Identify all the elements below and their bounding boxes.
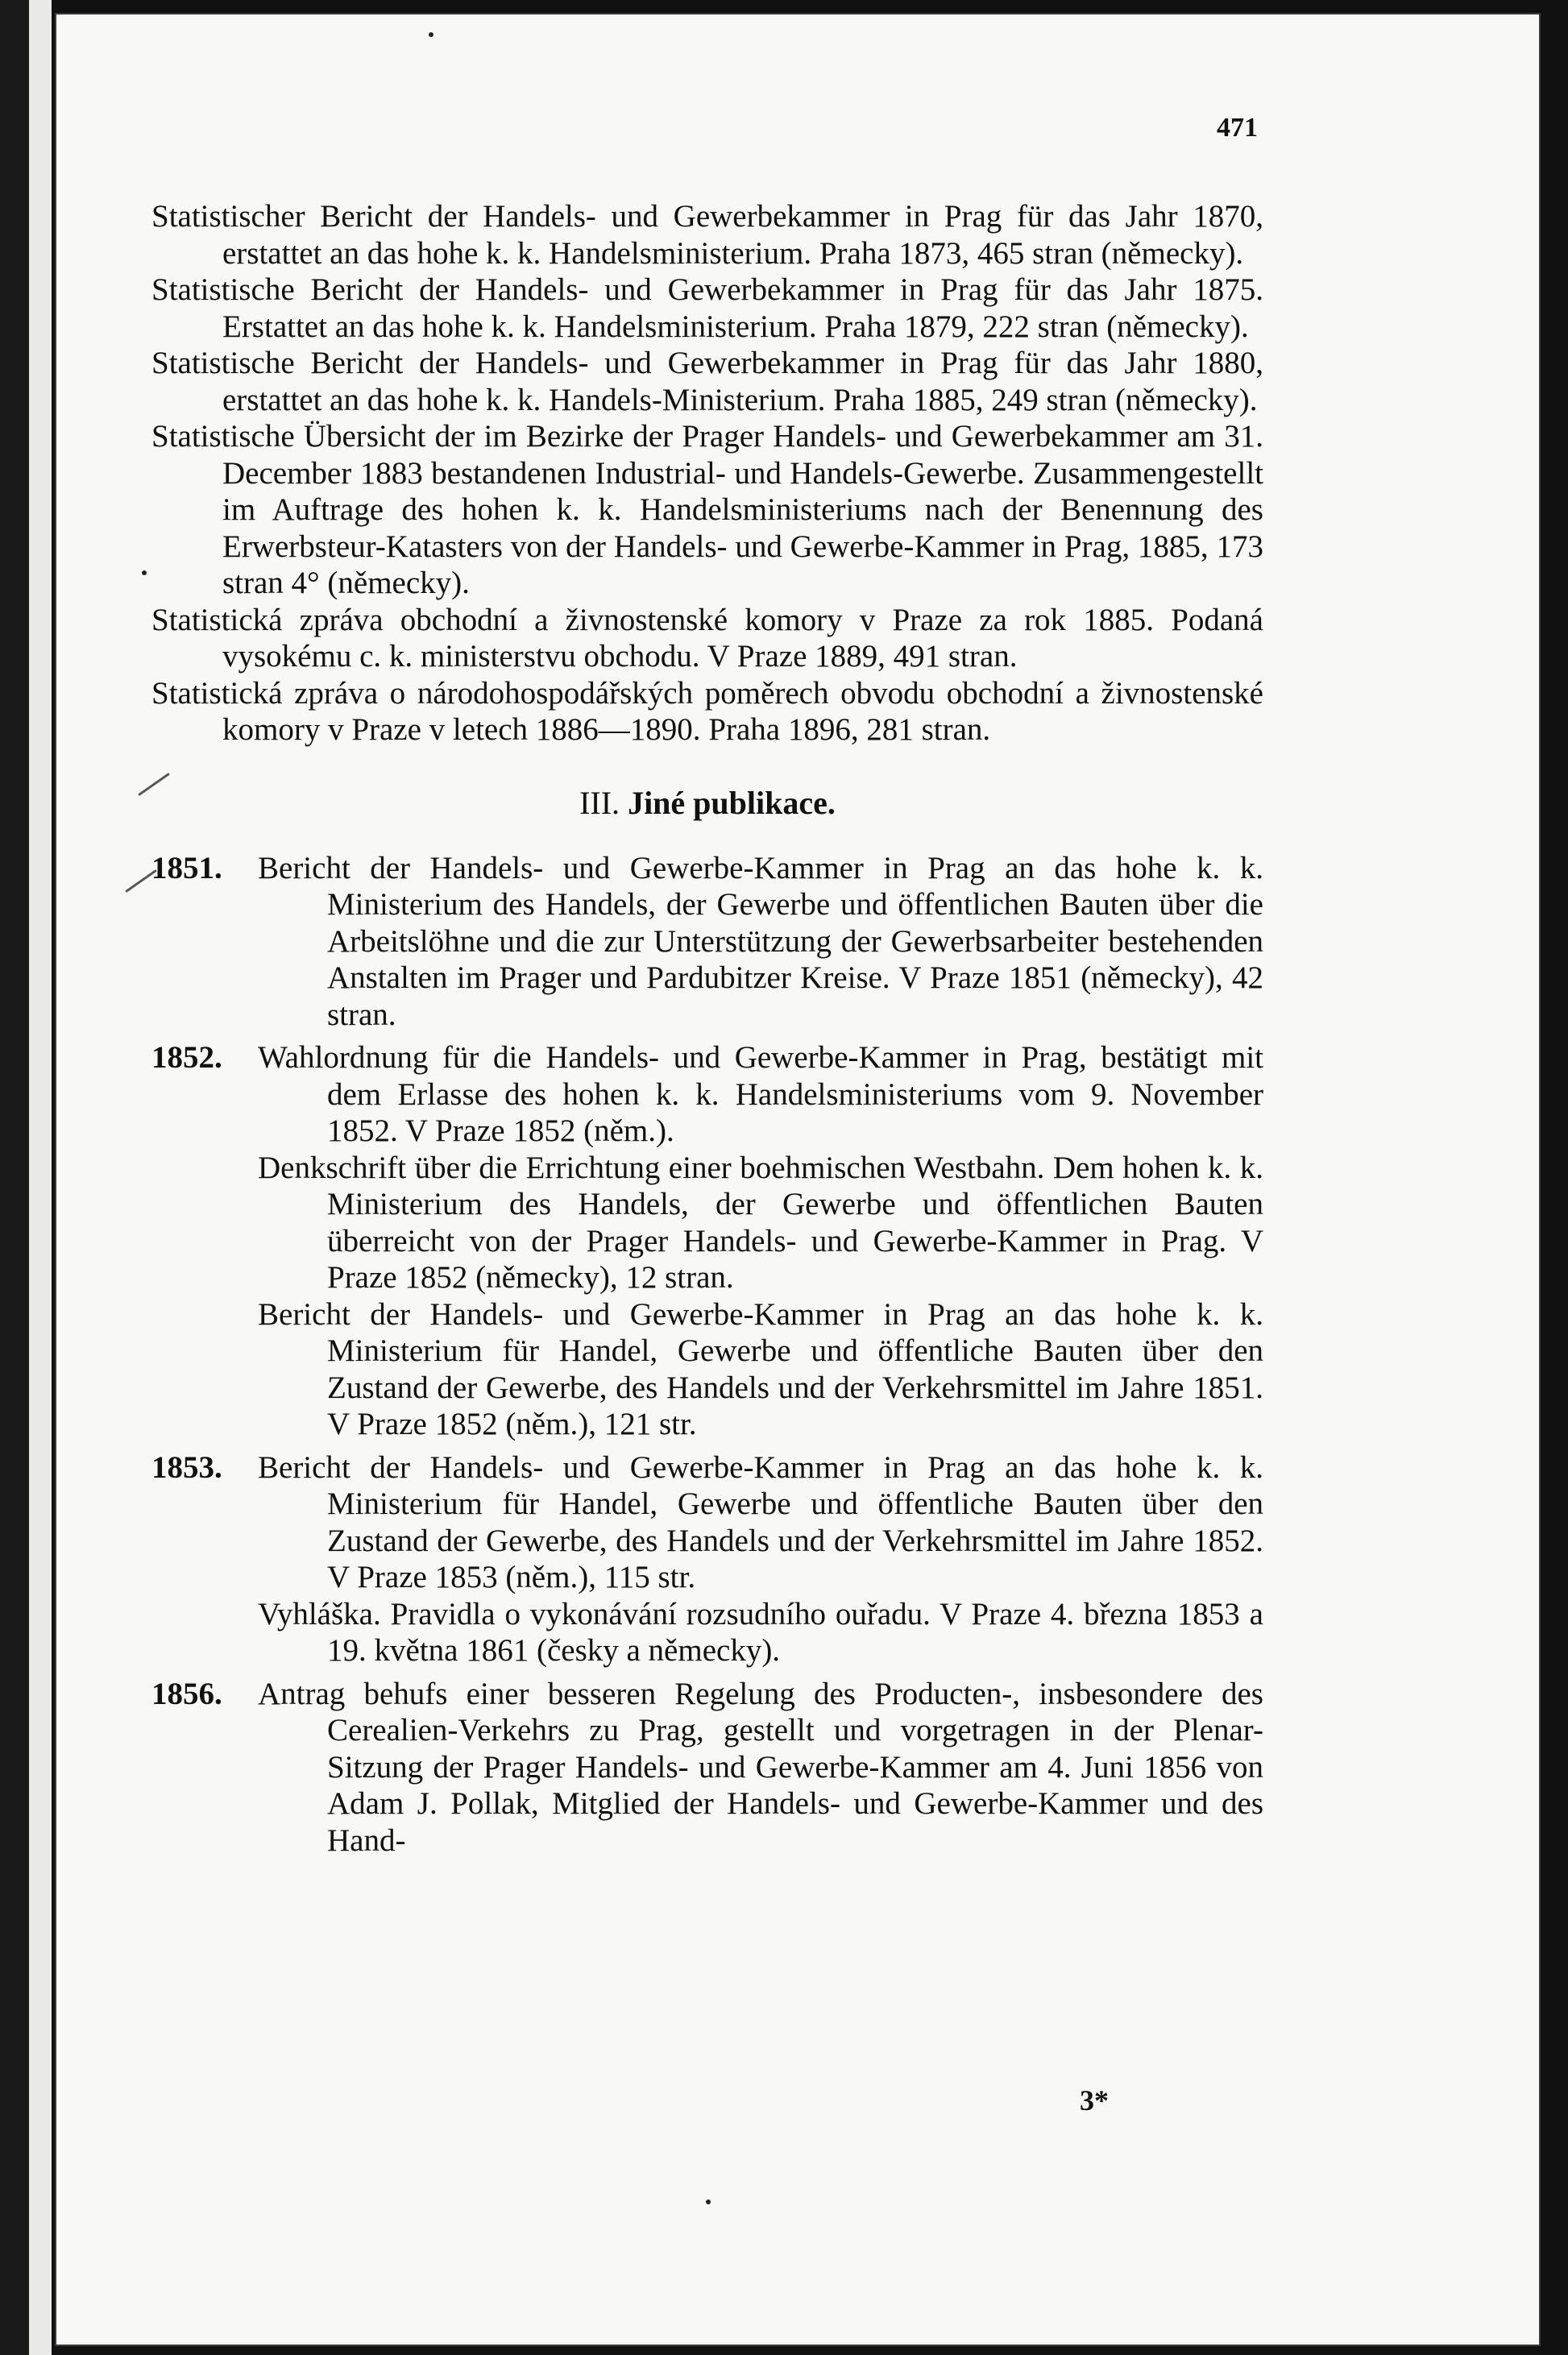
dust-speck <box>429 32 433 37</box>
year-label: 1851. <box>151 850 222 885</box>
statistics-entry: Statistische Bericht der Handels- und Gewerbekammer in Prag für das Jahr 1875. Erstattet an das hohe k. k. Handelsministerium. Praha 1879, 222 stran (německy). <box>151 272 1263 344</box>
publication-entry: Bericht der Handels- und Gewerbe-Kammer in Prag an das hohe k. k. Ministerium des Handels, der Gewerbe und öffentlichen Bauten über die Arbeitslöhne und die zur Unterstützung der Gewerbsarbeiter bestehenden Anstalten im Prager und Pardubitzer Kreise. V Praze 1851 (německy), 42 stran. <box>258 850 1263 1032</box>
year-label: 1853. <box>151 1449 222 1485</box>
publication-entry: Denkschrift über die Errichtung einer boehmischen Westbahn. Dem hohen k. k. Ministerium des Handels, der Gewerbe und öffentlichen Bauten überreicht von der Prager Handels- und Gewerbe-Kammer in Prag. V Praze 1852 (německy), 12 stran. <box>258 1150 1263 1295</box>
publication-entry: Wahlordnung für die Handels- und Gewerbe-Kammer in Prag, bestätigt mit dem Erlasse des hohen k. k. Handelsministeriums vom 9. November 1852. V Praze 1852 (něm.). <box>258 1040 1263 1148</box>
body-text <box>151 198 1263 1859</box>
signature-mark: 3* <box>1080 2084 1109 2117</box>
statistics-list <box>151 198 1263 748</box>
year-entries <box>258 1676 1263 1860</box>
dust-speck <box>142 570 147 575</box>
publication-entry: Vyhláška. Pravidla o vykonávání rozsudního ouřadu. V Praze 4. března 1853 a 19. května 1861 (česky a německy). <box>258 1596 1263 1668</box>
publication-entry: Bericht der Handels- und Gewerbe-Kammer in Prag an das hohe k. k. Ministerium für Handel, Gewerbe und öffentliche Bauten über den Zustand der Gewerbe, des Handels und der Verkehrsmittel im Jahre 1851. V Praze 1852 (něm.), 121 str. <box>258 1296 1263 1441</box>
section-numeral: III. <box>579 784 620 821</box>
statistics-entry: Statistische Bericht der Handels- und Gewerbekammer in Prag für das Jahr 1880, erstattet an das hohe k. k. Handels-Ministerium. Praha 1885, 249 stran (německy). <box>151 346 1263 417</box>
statistics-entry: Statistická zpráva o národohospodářských poměrech obvodu obchodní a živnostenské komory v Praze v letech 1886—1890. Praha 1896, 281 stran. <box>151 675 1263 747</box>
section-title: Jiné publikace. <box>628 784 836 821</box>
year-block-1852 <box>151 1039 1263 1443</box>
year-entries <box>258 1039 1263 1443</box>
year-entries <box>258 1449 1263 1669</box>
section-heading <box>151 784 1263 823</box>
year-label: 1852. <box>151 1040 222 1075</box>
year-block-1853 <box>151 1449 1263 1669</box>
dust-speck <box>706 2200 711 2204</box>
publication-entry: Antrag behufs einer besseren Regelung des Producten-, insbesondere des Cerealien-Verkehrs zu Prag, gestellt und vorgetragen in der Plenar-Sitzung der Prager Handels- und Gewerbe-Kammer am 4. Juni 1856 von Adam J. Pollak, Mitglied der Handels- und Gewerbe-Kammer und des Hand- <box>258 1676 1263 1858</box>
statistics-entry: Statistická zpráva obchodní a živnostenské komory v Praze za rok 1885. Podaná vysokému c. k. ministerstvu obchodu. V Praze 1889, 491 stran. <box>151 602 1263 674</box>
publication-entry: Bericht der Handels- und Gewerbe-Kammer in Prag an das hohe k. k. Ministerium für Handel, Gewerbe und öffentliche Bauten über den Zustand der Gewerbe, des Handels und der Verkehrsmittel im Jahre 1852. V Praze 1853 (něm.), 115 str. <box>258 1449 1263 1594</box>
statistics-entry: Statistischer Bericht der Handels- und Gewerbekammer in Prag für das Jahr 1870, erstattet an das hohe k. k. Handelsministerium. Praha 1873, 465 stran (německy). <box>151 199 1263 271</box>
year-block-1856 <box>151 1676 1263 1860</box>
year-entries <box>258 850 1263 1034</box>
page-number: 471 <box>1217 113 1258 143</box>
statistics-entry: Statistische Übersicht der im Bezirke der Prager Handels- und Gewerbekammer am 31. December 1883 bestandenen Industrial- und Handels-Gewerbe. Zusammengestellt im Auftrage des hohen k. k. Handelsministeriums nach der Benennung des Erwerbsteur-Katasters von der Handels- und Gewerbe-Kammer in Prag, 1885, 173 stran 4° (německy). <box>151 419 1263 600</box>
year-block-1851 <box>151 850 1263 1034</box>
year-label: 1856. <box>151 1676 222 1711</box>
